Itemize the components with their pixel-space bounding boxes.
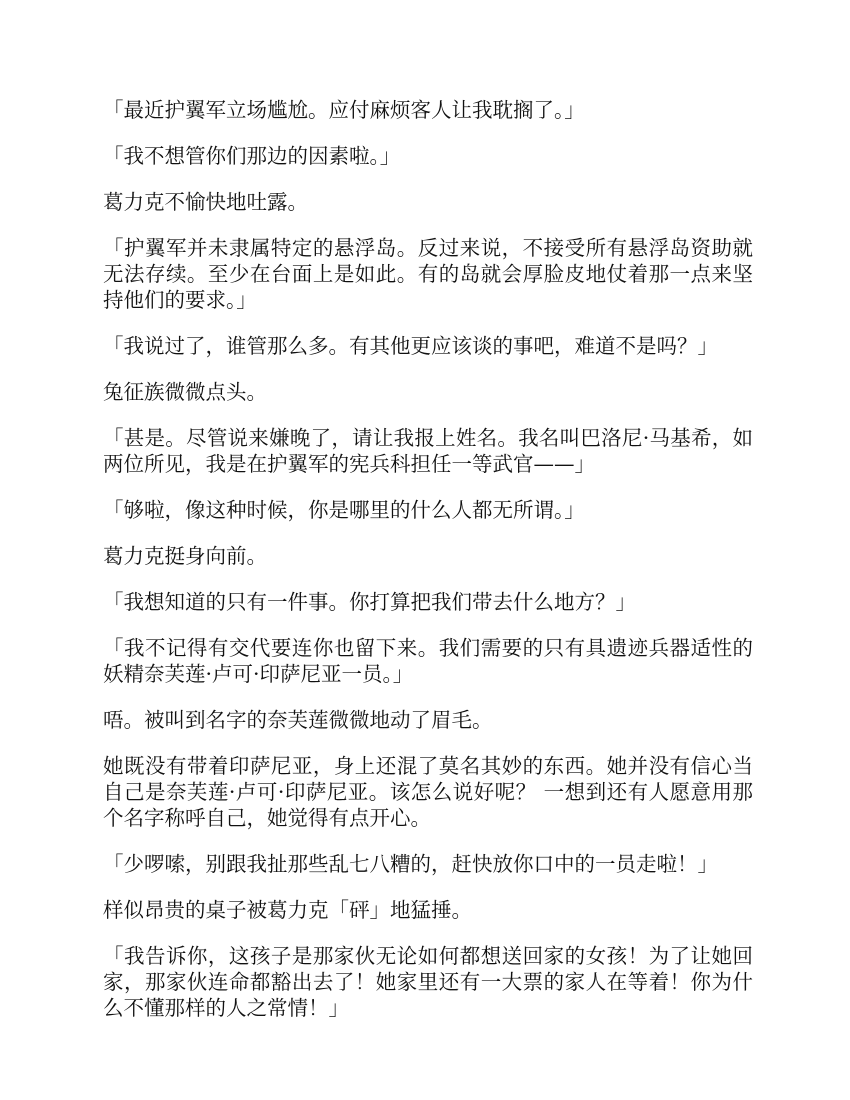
- paragraph-3: 葛力克不愉快地吐露。: [103, 190, 308, 214]
- paragraph-11: 「我不记得有交代要连你也留下来。我们需要的只有具遗迹兵器适性的妖精奈芙莲·卢可·印萨尼亚一员。」: [103, 636, 753, 686]
- paragraph-8: 「够啦，像这种时候，你是哪里的什么人都无所谓。」: [103, 498, 585, 522]
- paragraph-12: 唔。被叫到名字的奈芙莲微微地动了眉毛。: [103, 708, 493, 732]
- paragraph-6: 兔征族微微点头。: [103, 380, 267, 404]
- paragraph-14: 「少啰嗦，别跟我扯那些乱七八糟的，赶快放你口中的一员走啦！」: [103, 852, 718, 876]
- paragraph-7: 「甚是。尽管说来嫌晚了，请让我报上姓名。我名叫巴洛尼·马基希，如两位所见，我是在护翼军的宪兵科担任一等武官——」: [103, 426, 753, 476]
- paragraph-15: 样似昂贵的桌子被葛力克「砰」地猛捶。: [103, 898, 472, 922]
- paragraph-16: 「我告诉你，这孩子是那家伙无论如何都想送回家的女孩！为了让她回家，那家伙连命都豁出去了！她家里还有一大票的家人在等着！你为什么不懂那样的人之常情！」: [103, 944, 753, 1020]
- paragraph-2: 「我不想管你们那边的因素啦。」: [103, 144, 401, 168]
- paragraph-13: 她既没有带着印萨尼亚，身上还混了莫名其妙的东西。她并没有信心当自己是奈芙莲·卢可·印萨尼亚。该怎么说好呢？ 一想到还有人愿意用那个名字称呼自己，她觉得有点开心。: [103, 754, 753, 830]
- paragraph-1: 「最近护翼军立场尴尬。应付麻烦客人让我耽搁了。」: [103, 98, 585, 122]
- paragraph-9: 葛力克挺身向前。: [103, 544, 267, 568]
- body-text: [103, 97, 753, 1041]
- paragraph-5: 「我说过了，谁管那么多。有其他更应该谈的事吧，难道不是吗？」: [103, 334, 718, 358]
- paragraph-10: 「我想知道的只有一件事。你打算把我们带去什么地方？」: [103, 590, 636, 614]
- paragraph-4: 「护翼军并未隶属特定的悬浮岛。反过来说，不接受所有悬浮岛资助就无法存续。至少在台面上是如此。有的岛就会厚脸皮地仗着那一点来坚持他们的要求。」: [103, 236, 753, 312]
